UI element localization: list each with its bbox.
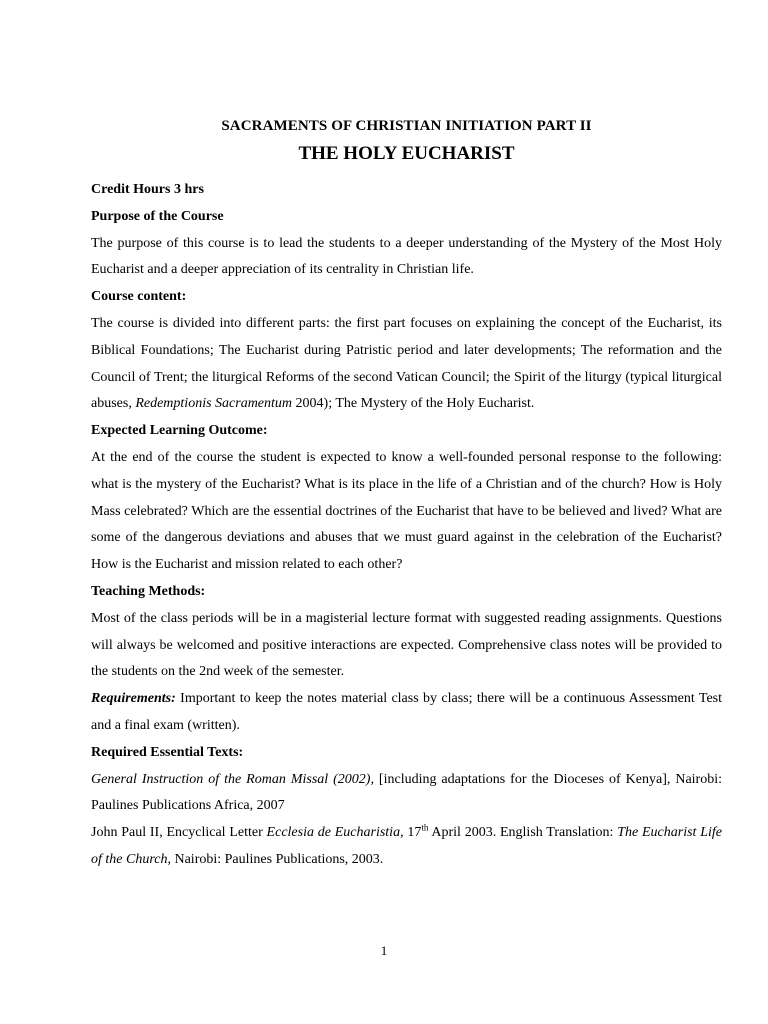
reference-1-title: General Instruction of the Roman Missal (2002), xyxy=(91,771,374,787)
outcome-heading: Expected Learning Outcome: xyxy=(91,423,268,439)
reference-2-publisher: , Nairobi: Paulines Publications, 2003. xyxy=(167,851,384,867)
content-text xyxy=(91,311,722,418)
content-heading: Course content: xyxy=(91,289,187,305)
methods-heading: Teaching Methods: xyxy=(91,583,206,599)
reference-2-author: John Paul II, Encyclical Letter xyxy=(91,825,267,841)
content-text-end: 2004); The Mystery of the Holy Eucharist. xyxy=(292,396,535,412)
purpose-text: The purpose of this course is to lead the students to a deeper understanding of the Mystery of the Most Holy Eucharist and a deeper appreciation of its centrality in Christian life. xyxy=(91,235,722,278)
page-number: 1 xyxy=(380,943,388,958)
content-text-start: The course is divided into different parts: the first part focuses on explaining the concept of the Eucharist, its Biblical Foundations; The Eucharist during Patristic period and later developments; The reformation and the Council of Trent; the liturgical Reforms of the second Vatican Council; the Spirit of the liturgy (typical liturgical abuses, xyxy=(91,315,722,412)
reference-2-translation: April 2003. English Translation: xyxy=(428,825,618,841)
reference-2 xyxy=(91,820,722,874)
reference-1-details: [including adaptations for the Dioceses of Kenya], Nairobi: Paulines Publications Africa, 2007 xyxy=(91,771,722,814)
purpose-heading: Purpose of the Course xyxy=(91,208,224,224)
credit-hours: Credit Hours 3 hrs xyxy=(91,182,204,197)
requirements-text: Important to keep the notes material class by class; there will be a continuous Assessment Test and a final exam (written). xyxy=(91,691,722,733)
reference-2-translation-title: The Eucharist Life of the Church xyxy=(91,825,722,867)
reference-2-date: , 17 xyxy=(400,825,422,841)
reference-2-title: Ecclesia de Eucharistia xyxy=(266,825,401,841)
requirements-label: Requirements: xyxy=(91,691,176,707)
texts-heading: Required Essential Texts: xyxy=(91,744,244,760)
document-subtitle: THE HOLY EUCHARIST xyxy=(298,143,515,164)
content-text-italic: Redemptionis Sacramentum xyxy=(135,396,293,412)
reference-2-ordinal: th xyxy=(421,822,429,833)
requirements-paragraph xyxy=(91,686,722,740)
methods-text: Most of the class periods will be in a magisterial lecture format with suggested reading assignments. Questions will always be welcomed and positive interactions are expected. Comprehensive class notes will be provided to the students on the 2nd week of the semester. xyxy=(91,610,722,680)
outcome-text: At the end of the course the student is expected to know a well-founded personal response to the following: what is the mystery of the Eucharist? What is its place in the life of a Christian and of the church? How is Holy Mass celebrated? Which are the essential doctrines of the Eucharist that have to be believed and lived? What are some of the dangerous deviations and abuses that we must guard against in the celebration of the Eucharist? How is the Eucharist and mission related to each other? xyxy=(91,449,722,573)
document-title: SACRAMENTS OF CHRISTIAN INITIATION PART II xyxy=(221,118,592,134)
reference-1 xyxy=(91,767,722,821)
